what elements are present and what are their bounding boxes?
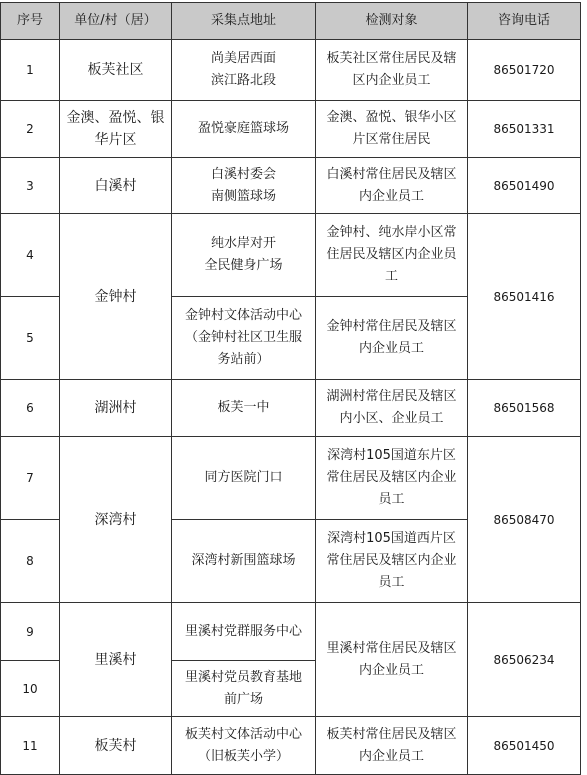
unit-cell: 深湾村 (60, 437, 172, 603)
phone-cell: 86501568 (468, 380, 581, 437)
site-cell: 板芙一中 (172, 380, 316, 437)
row-number: 7 (1, 437, 60, 520)
row-number: 1 (1, 40, 60, 101)
testing-sites-table (0, 2, 581, 775)
target-cell: 深湾村105国道西片区 常住居民及辖区内企业 员工 (316, 520, 468, 603)
site-cell: 金钟村文体活动中心 （金钟村社区卫生服 务站前） (172, 297, 316, 380)
header-target: 检测对象 (316, 3, 468, 40)
unit-cell: 湖洲村 (60, 380, 172, 437)
row-number: 5 (1, 297, 60, 380)
header-no: 序号 (1, 3, 60, 40)
phone-cell: 86501416 (468, 214, 581, 380)
row-number: 11 (1, 717, 60, 775)
site-cell: 纯水岸对开 全民健身广场 (172, 214, 316, 297)
phone-cell: 86501450 (468, 717, 581, 775)
table-row (1, 101, 581, 158)
site-cell: 里溪村党群服务中心 (172, 603, 316, 661)
site-cell: 尚美居西面 滨江路北段 (172, 40, 316, 101)
table-row (1, 158, 581, 214)
table-row (1, 214, 581, 297)
unit-cell: 金钟村 (60, 214, 172, 380)
target-cell: 白溪村常住居民及辖区 内企业员工 (316, 158, 468, 214)
table-row (1, 380, 581, 437)
target-cell: 金钟村、纯水岸小区常 住居民及辖区内企业员 工 (316, 214, 468, 297)
site-cell: 深湾村新围篮球场 (172, 520, 316, 603)
table-row (1, 437, 581, 520)
target-cell: 湖洲村常住居民及辖区 内小区、企业员工 (316, 380, 468, 437)
header-site: 采集点地址 (172, 3, 316, 40)
row-number: 9 (1, 603, 60, 661)
target-cell: 深湾村105国道东片区 常住居民及辖区内企业 员工 (316, 437, 468, 520)
row-number: 3 (1, 158, 60, 214)
unit-cell: 白溪村 (60, 158, 172, 214)
target-cell: 板芙社区常住居民及辖 区内企业员工 (316, 40, 468, 101)
row-number: 6 (1, 380, 60, 437)
header-unit: 单位/村（居） (60, 3, 172, 40)
phone-cell: 86508470 (468, 437, 581, 603)
table-row (1, 717, 581, 775)
table-row (1, 40, 581, 101)
row-number: 4 (1, 214, 60, 297)
header-phone: 咨询电话 (468, 3, 581, 40)
site-cell: 同方医院门口 (172, 437, 316, 520)
site-cell: 白溪村委会 南侧篮球场 (172, 158, 316, 214)
unit-cell: 板芙社区 (60, 40, 172, 101)
table-row (1, 603, 581, 661)
site-cell: 里溪村党员教育基地 前广场 (172, 661, 316, 717)
row-number: 8 (1, 520, 60, 603)
target-cell: 里溪村常住居民及辖区 内企业员工 (316, 603, 468, 717)
row-number: 10 (1, 661, 60, 717)
unit-cell: 里溪村 (60, 603, 172, 717)
target-cell: 金钟村常住居民及辖区 内企业员工 (316, 297, 468, 380)
phone-cell: 86501331 (468, 101, 581, 158)
phone-cell: 86501720 (468, 40, 581, 101)
row-number: 2 (1, 101, 60, 158)
target-cell: 板芙村常住居民及辖区 内企业员工 (316, 717, 468, 775)
phone-cell: 86506234 (468, 603, 581, 717)
target-cell: 金澳、盈悦、银华小区 片区常住居民 (316, 101, 468, 158)
site-cell: 盈悦豪庭篮球场 (172, 101, 316, 158)
header-row (1, 3, 581, 40)
unit-cell: 金澳、盈悦、银 华片区 (60, 101, 172, 158)
unit-cell: 板芙村 (60, 717, 172, 775)
site-cell: 板芙村文体活动中心 （旧板芙小学） (172, 717, 316, 775)
phone-cell: 86501490 (468, 158, 581, 214)
